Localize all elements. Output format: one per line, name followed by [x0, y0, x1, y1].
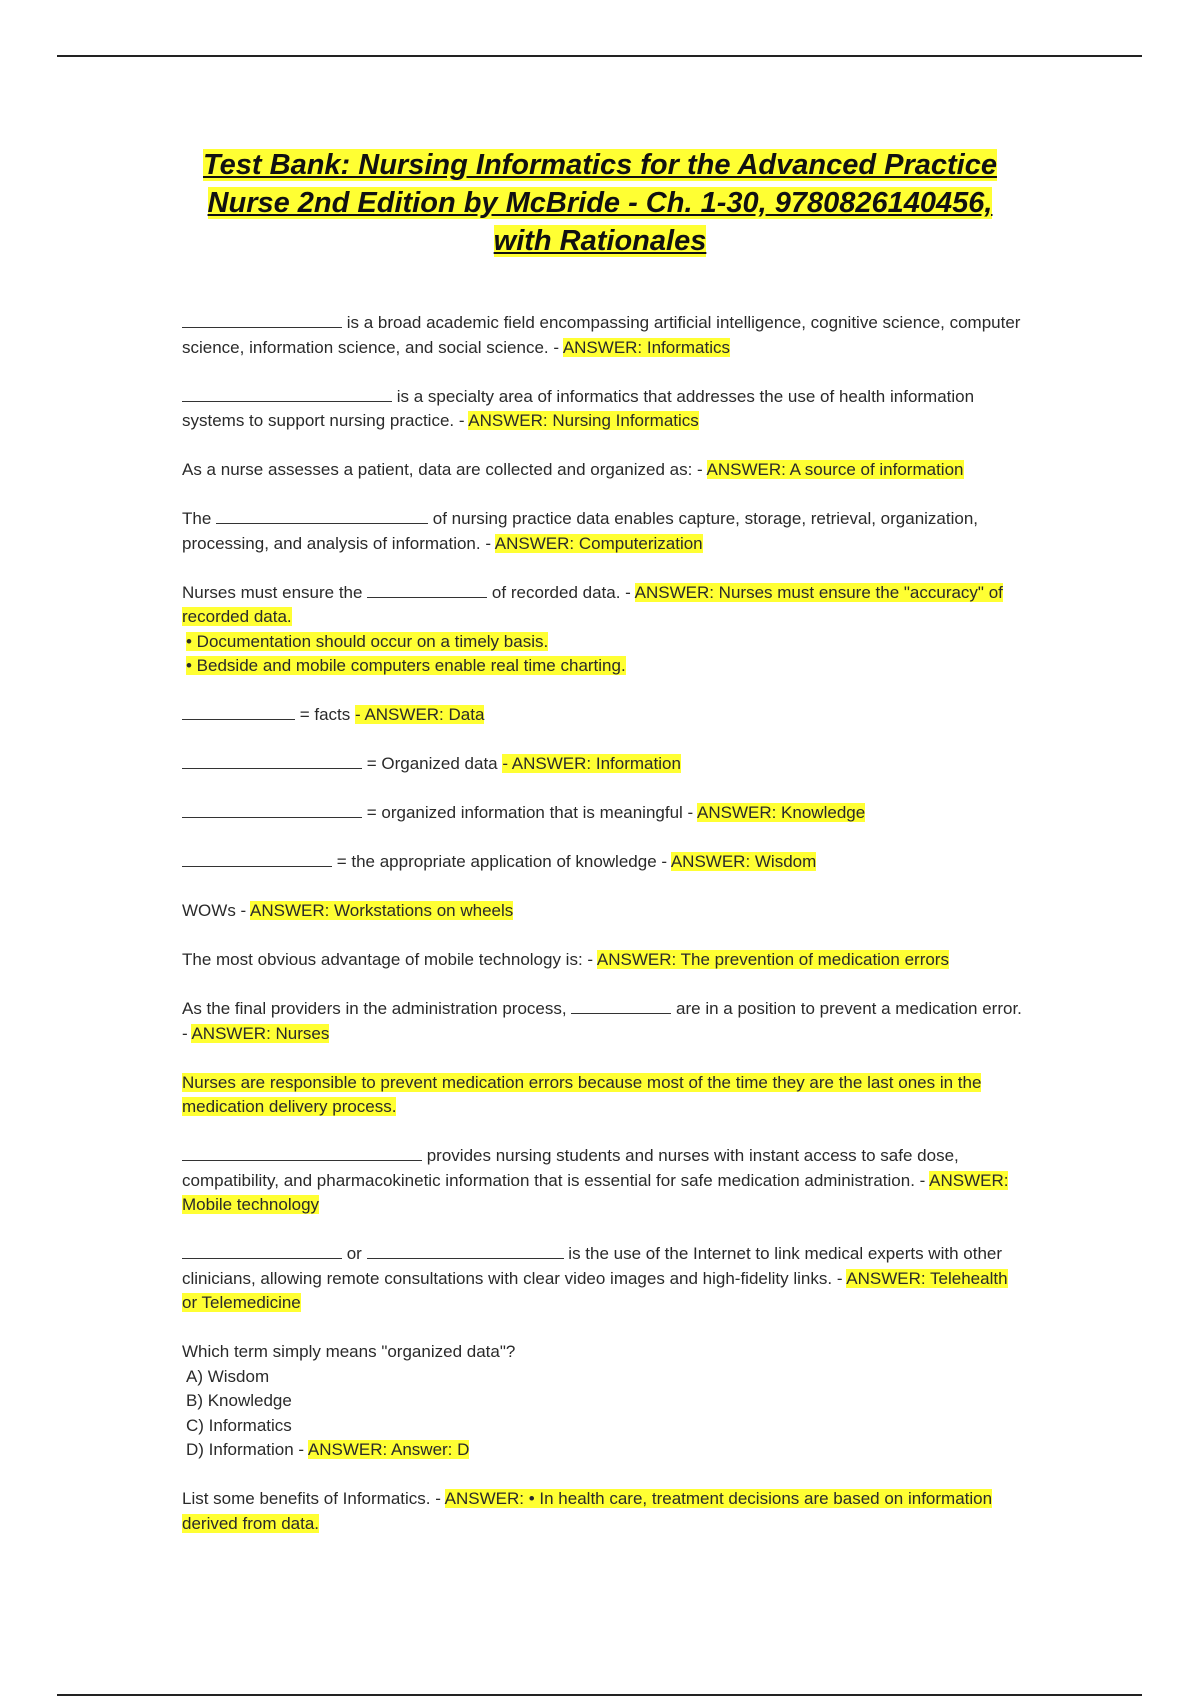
rationale-highlight: Nurses are responsible to prevent medication errors because most of the time they are the last ones in the medication delivery process. [182, 1072, 982, 1116]
question-text: = organized information that is meaningful - [362, 803, 697, 822]
question-text: of recorded data. - [487, 582, 635, 602]
answer-highlight: ANSWER: Nurses must ensure the "accuracy" of recorded data. [182, 582, 1003, 626]
question-item [182, 752, 1027, 777]
answer-highlight: ANSWER: A source of information [706, 460, 964, 479]
fill-in-blank [182, 852, 332, 867]
fill-in-blank [182, 313, 342, 328]
question-item [182, 311, 1027, 360]
bullet-item: • Bedside and mobile computers enable real time charting. [186, 656, 626, 675]
fill-in-blank [571, 999, 671, 1014]
question-text: As a nurse assesses a patient, data are collected and organized as: - [182, 460, 707, 479]
fill-in-blank [182, 803, 362, 818]
question-text: = Organized data [362, 754, 503, 773]
question-text: or [342, 1244, 367, 1263]
answer-highlight: ANSWER: Wisdom [670, 852, 817, 871]
question-text: = facts [295, 705, 355, 724]
answer-option-with-answer: D) Information - ANSWER: Answer: D [186, 1440, 470, 1459]
fill-in-blank [182, 1244, 342, 1259]
answer-highlight: - ANSWER: Data [355, 705, 485, 724]
document-title: Test Bank: Nursing Informatics for the Advanced Practice Nurse 2nd Edition by McBride - Ch. 1-30, 9780826140456, with Rationales [203, 149, 997, 257]
answer-highlight: ANSWER: Telehealth or Telemedicine [182, 1268, 1008, 1312]
fill-in-blank [182, 387, 392, 402]
question-text: Which term simply means "organized data"? [182, 1342, 516, 1361]
question-text: provides nursing students and nurses with instant access to safe dose, compatibility, and pharmacokinetic information that is essential for safe medication administration. - [182, 1146, 959, 1190]
fill-in-blank [182, 1146, 422, 1161]
question-text: Nurses must ensure the [182, 582, 368, 602]
bullet-item: • Documentation should occur on a timely basis. [186, 631, 549, 651]
question-item [182, 1144, 1027, 1218]
question-text: The most obvious advantage of mobile technology is: - [182, 950, 597, 969]
question-item [182, 948, 1027, 973]
question-item [182, 997, 1027, 1046]
question-text: WOWs - [182, 901, 250, 920]
question-text: = the appropriate application of knowledge - [332, 852, 671, 871]
question-item [182, 385, 1027, 434]
question-item [182, 507, 1027, 556]
answer-highlight: ANSWER: Informatics [562, 337, 731, 357]
question-item [182, 1242, 1027, 1316]
fill-in-blank [367, 1244, 564, 1259]
question-text: List some benefits of Informatics. - [182, 1489, 445, 1508]
question-item [182, 850, 1027, 875]
answer-highlight: ANSWER: Nursing Informatics [468, 411, 699, 430]
footer-rule [57, 1694, 1142, 1696]
question-item [182, 458, 1027, 483]
question-text: is a specialty area of informatics that addresses the use of health information systems to support nursing practice. - [182, 386, 975, 430]
fill-in-blank [182, 754, 362, 769]
question-item [182, 1487, 1027, 1536]
header-rule [57, 55, 1142, 57]
question-text: of nursing practice data enables capture, storage, retrieval, organization, processing, and analysis of information. - [182, 509, 979, 553]
fill-in-blank [182, 705, 295, 720]
answer-highlight: ANSWER: Workstations on wheels [249, 901, 514, 920]
answer-highlight: ANSWER: The prevention of medication errors [596, 950, 949, 969]
answer-highlight: ANSWER: Computerization [494, 533, 703, 553]
answer-option: A) Wisdom [186, 1366, 270, 1386]
question-item [182, 581, 1027, 679]
question-item [182, 1340, 1027, 1463]
fill-in-blank [367, 583, 487, 598]
question-text: are in a position to prevent a medication error. - [182, 999, 1022, 1043]
answer-highlight: ANSWER: Mobile technology [182, 1170, 1009, 1214]
rationale-item [182, 1071, 1027, 1120]
question-text: As the final providers in the administration process, [182, 999, 572, 1018]
question-text: is the use of the Internet to link medical experts with other clinicians, allowing remote consultations with clear video images and high-fidelity links. - [182, 1244, 1003, 1288]
question-item [182, 703, 1027, 728]
answer-option: C) Informatics [186, 1415, 292, 1435]
question-text: The [182, 509, 217, 528]
question-item [182, 801, 1027, 826]
answer-option: B) Knowledge [186, 1391, 292, 1410]
answer-highlight: ANSWER: Knowledge [697, 803, 866, 822]
fill-in-blank [216, 509, 428, 524]
answer-highlight: - ANSWER: Information [502, 754, 681, 773]
question-item [182, 899, 1027, 924]
question-list [182, 311, 1027, 1561]
answer-highlight: ANSWER: Nurses [191, 1023, 330, 1043]
answer-highlight: ANSWER: Answer: D [307, 1440, 470, 1459]
answer-highlight: ANSWER: • In health care, treatment decisions are based on information derived from data. [182, 1489, 993, 1533]
question-text: is a broad academic field encompassing artificial intelligence, cognitive science, computer science, information science, and social science. - [182, 313, 1021, 357]
